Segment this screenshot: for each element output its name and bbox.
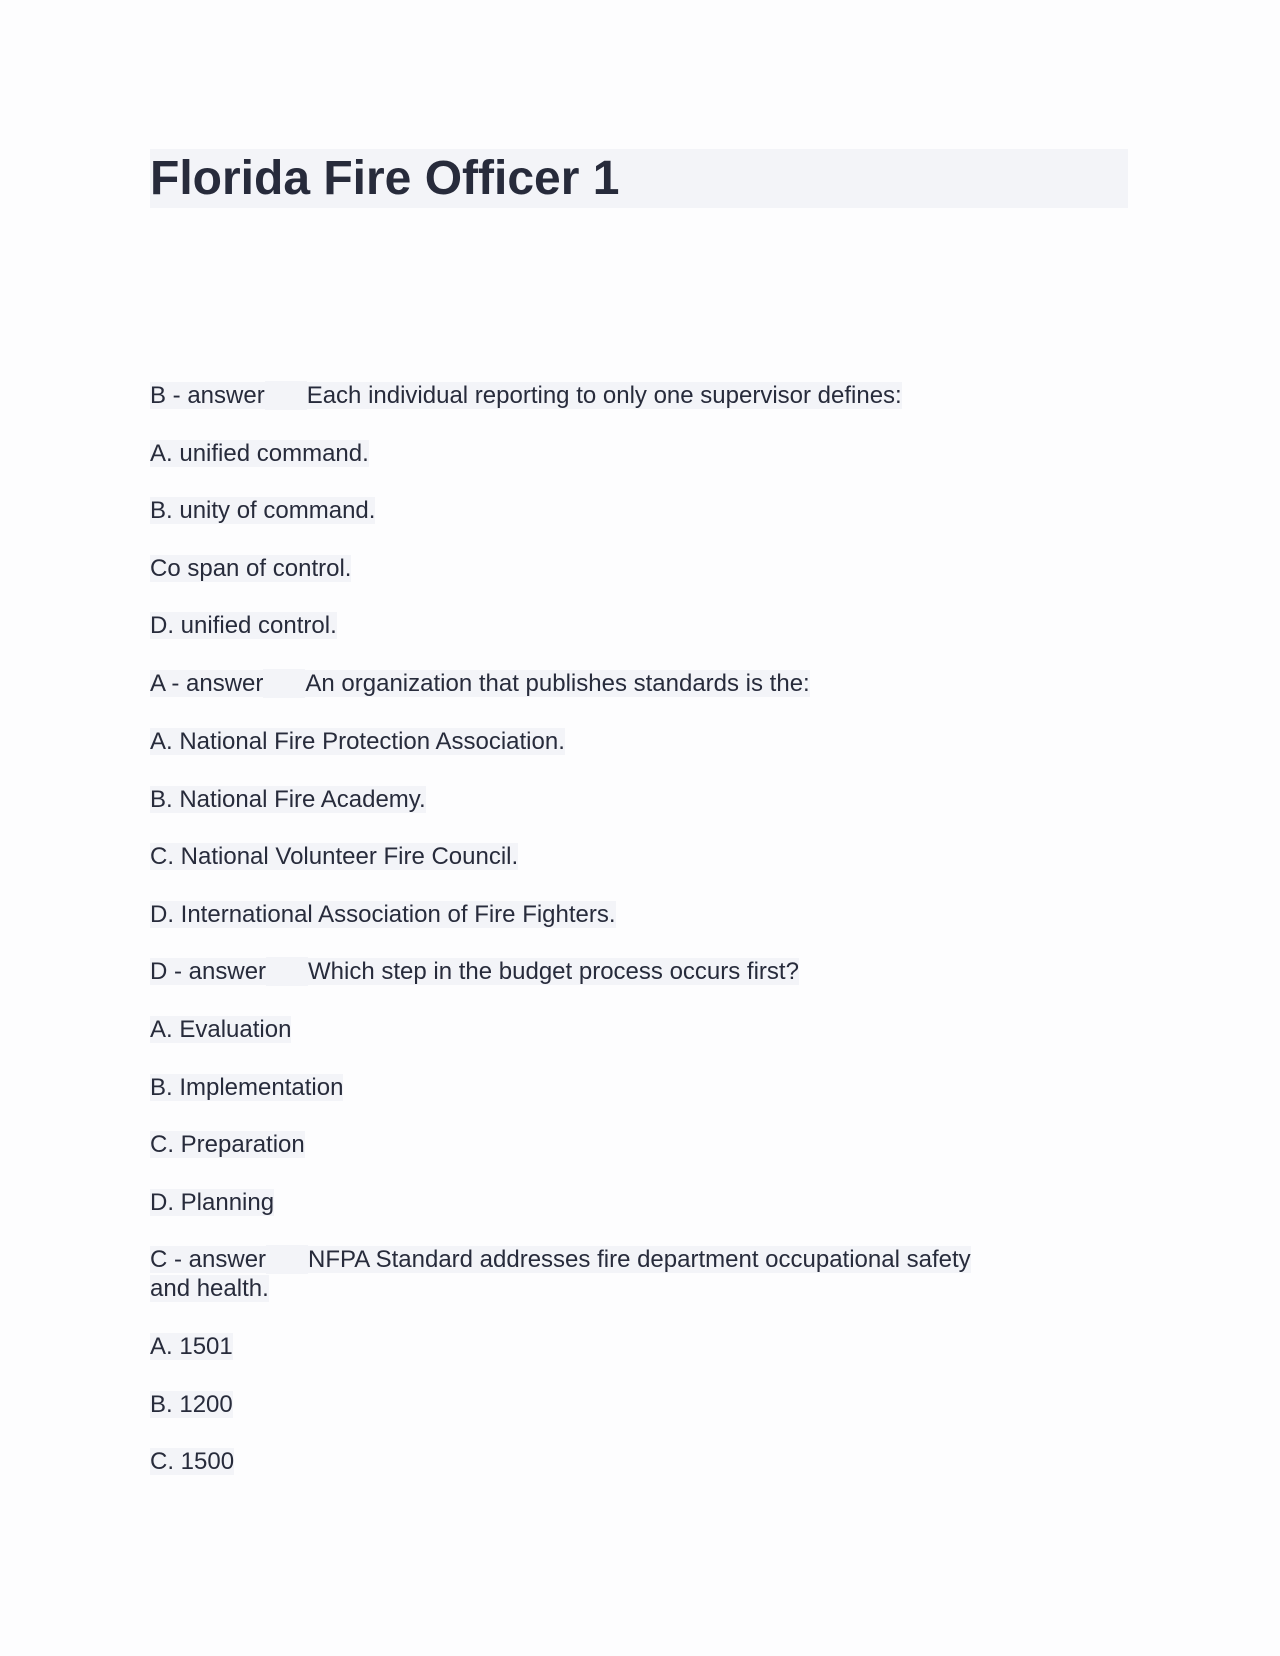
- option-line: [150, 900, 616, 929]
- question-text: Which step in the budget process occurs first?: [308, 958, 799, 985]
- document-title: Florida Fire Officer 1: [150, 152, 620, 205]
- option-line: [150, 439, 369, 468]
- option-text: D. International Association of Fire Fighters.: [150, 901, 616, 928]
- answer-label: D - answer: [150, 958, 267, 985]
- option-line: [150, 496, 375, 525]
- option-line: [150, 1015, 291, 1044]
- option-text: C. 1500: [150, 1448, 235, 1475]
- answer-label: A - answer: [150, 670, 264, 697]
- answer-separator: [265, 381, 307, 410]
- answer-separator: [266, 1245, 308, 1274]
- option-text: C. National Volunteer Fire Council.: [150, 843, 519, 870]
- option-text: A. 1501: [150, 1333, 233, 1360]
- question-line-4: [150, 1245, 971, 1274]
- option-text: Co span of control.: [150, 555, 352, 582]
- option-text: D. unified control.: [150, 612, 337, 639]
- option-text: B. Implementation: [150, 1074, 344, 1101]
- option-line: [150, 1390, 233, 1419]
- option-text: A. National Fire Protection Association.: [150, 728, 565, 755]
- question-text: Each individual reporting to only one supervisor defines:: [306, 382, 902, 409]
- question-text: and health.: [150, 1275, 269, 1302]
- option-text: B. unity of command.: [150, 497, 376, 524]
- option-line: [150, 727, 565, 756]
- question-line-3: [150, 957, 799, 986]
- question-text: NFPA Standard addresses fire department occupational safety: [308, 1246, 971, 1273]
- option-line: [150, 1130, 305, 1159]
- option-text: B. National Fire Academy.: [150, 786, 426, 813]
- answer-separator: [266, 957, 308, 986]
- option-text: B. 1200: [150, 1391, 233, 1418]
- option-line: [150, 1188, 274, 1217]
- option-line: [150, 842, 518, 871]
- option-text: A. Evaluation: [150, 1016, 292, 1043]
- answer-label: C - answer: [150, 1246, 267, 1273]
- option-line: [150, 611, 337, 640]
- option-line: [150, 1447, 234, 1476]
- question-line-1: [150, 381, 902, 410]
- option-line: [150, 1073, 343, 1102]
- question-line-4-continued: [150, 1274, 269, 1303]
- answer-separator: [263, 669, 305, 698]
- option-line: [150, 554, 351, 583]
- answer-label: B - answer: [150, 382, 265, 409]
- question-line-2: [150, 669, 810, 698]
- option-text: D. Planning: [150, 1189, 275, 1216]
- option-line: [150, 785, 426, 814]
- question-text: An organization that publishes standards is the:: [305, 670, 810, 697]
- option-text: C. Preparation: [150, 1131, 305, 1158]
- option-line: [150, 1332, 233, 1361]
- option-text: A. unified command.: [150, 440, 369, 467]
